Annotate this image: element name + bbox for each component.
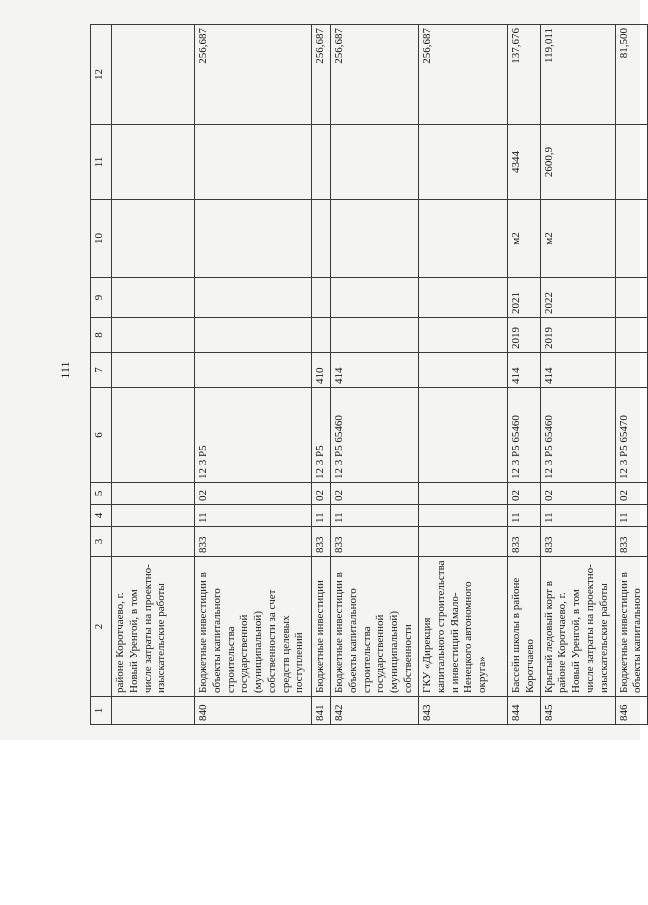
row-number: 844: [508, 697, 541, 725]
item-name: ГКУ «Дирекция капитального строительства и инвестиций Ямало-Ненецкого автономного округа»: [419, 557, 508, 697]
cell-amount: 256,687: [331, 25, 419, 125]
cell-target-article: 12 3 P5: [195, 388, 312, 483]
header-row: [91, 25, 112, 725]
blank-margin: [0, 740, 640, 905]
table-row: [615, 25, 648, 725]
row-number: 846: [615, 697, 648, 725]
cell-ministry: [112, 527, 195, 557]
cell-ministry: 833: [615, 527, 648, 557]
cell-ministry: 833: [508, 527, 541, 557]
cell-end-year: [419, 278, 508, 318]
cell-ministry: 833: [540, 527, 615, 557]
cell-section: 11: [195, 505, 312, 527]
cell-target-article: 12 3 P5 65460: [540, 388, 615, 483]
cell-subsection: [112, 483, 195, 505]
cell-unit: [312, 200, 331, 278]
cell-subsection: 02: [312, 483, 331, 505]
col-header: 5: [91, 483, 112, 505]
cell-subsection: [419, 483, 508, 505]
cell-target-article: [112, 388, 195, 483]
cell-expense-type: 414: [508, 353, 541, 388]
cell-capacity: [312, 125, 331, 200]
cell-subsection: 02: [540, 483, 615, 505]
table-frame: [90, 25, 644, 725]
item-name: Бюджетные инвестиции в объекты капитального строительства государственной (муниципальной) собственности: [331, 557, 419, 697]
col-header: 4: [91, 505, 112, 527]
cell-amount: 256,687: [195, 25, 312, 125]
table-row: [419, 25, 508, 725]
cell-amount: 137,676: [508, 25, 541, 125]
cell-subsection: 02: [615, 483, 648, 505]
cell-amount: 119,011: [540, 25, 615, 125]
cell-start-year: 2019: [508, 318, 541, 353]
col-header: 9: [91, 278, 112, 318]
item-name: районе Коротчаево, г. Новый Уренгой, в том числе затраты на проектно-изыскательские работы: [112, 557, 195, 697]
page-number: 111: [58, 361, 72, 379]
table-row: [540, 25, 615, 725]
col-header: 2: [91, 557, 112, 697]
col-header: 7: [91, 353, 112, 388]
cell-start-year: [195, 318, 312, 353]
col-header: 1: [91, 697, 112, 725]
cell-target-article: 12 3 P5: [312, 388, 331, 483]
cell-capacity: 2600,9: [540, 125, 615, 200]
col-header: 12: [91, 25, 112, 125]
cell-end-year: [615, 278, 648, 318]
col-header: 8: [91, 318, 112, 353]
cell-end-year: [195, 278, 312, 318]
cell-ministry: 833: [195, 527, 312, 557]
cell-ministry: 833: [312, 527, 331, 557]
item-name: Крытый ледовый корт в районе Коротчаево, г. Новый Уренгой, в том числе затраты на проектно-изыскательские работы: [540, 557, 615, 697]
cell-amount: [112, 25, 195, 125]
cell-expense-type: 410: [312, 353, 331, 388]
cell-unit: [112, 200, 195, 278]
cell-capacity: 4344: [508, 125, 541, 200]
col-header: 11: [91, 125, 112, 200]
table-row: [195, 25, 312, 725]
cell-ministry: [419, 527, 508, 557]
table-row: [508, 25, 541, 725]
table-row: [312, 25, 331, 725]
cell-section: 11: [312, 505, 331, 527]
cell-unit: м2: [540, 200, 615, 278]
item-name: Бюджетные инвестиции в объекты капитального строительства государственной (муниципальной) собственности за счет средств целевых поступлений: [195, 557, 312, 697]
cell-subsection: 02: [331, 483, 419, 505]
cell-end-year: 2022: [540, 278, 615, 318]
cell-expense-type: [195, 353, 312, 388]
row-number: 841: [312, 697, 331, 725]
cell-unit: [331, 200, 419, 278]
row-number: 843: [419, 697, 508, 725]
cell-start-year: [615, 318, 648, 353]
row-number: [112, 697, 195, 725]
cell-target-article: 12 3 P5 65460: [331, 388, 419, 483]
row-number: 840: [195, 697, 312, 725]
row-number: 845: [540, 697, 615, 725]
cell-capacity: [419, 125, 508, 200]
table-slot: [90, 25, 644, 725]
table-row: [112, 25, 195, 725]
cell-target-article: [419, 388, 508, 483]
cell-target-article: 12 3 P5 65470: [615, 388, 648, 483]
cell-start-year: [419, 318, 508, 353]
cell-amount: 81,500: [615, 25, 648, 125]
cell-section: [112, 505, 195, 527]
item-name: Бюджетные инвестиции в объекты капитального: [615, 557, 648, 697]
cell-section: [419, 505, 508, 527]
cell-capacity: [331, 125, 419, 200]
cell-capacity: [112, 125, 195, 200]
cell-expense-type: [419, 353, 508, 388]
cell-subsection: 02: [508, 483, 541, 505]
cell-target-article: 12 3 P5 65460: [508, 388, 541, 483]
row-number: 842: [331, 697, 419, 725]
cell-unit: [419, 200, 508, 278]
cell-capacity: [195, 125, 312, 200]
col-header: 10: [91, 200, 112, 278]
cell-expense-type: [615, 353, 648, 388]
cell-section: 11: [508, 505, 541, 527]
cell-end-year: [112, 278, 195, 318]
cell-start-year: [112, 318, 195, 353]
col-header: 6: [91, 388, 112, 483]
cell-unit: [195, 200, 312, 278]
cell-amount: 256,687: [419, 25, 508, 125]
cell-start-year: 2019: [540, 318, 615, 353]
item-name: Бюджетные инвестиции: [312, 557, 331, 697]
cell-capacity: [615, 125, 648, 200]
cell-section: 11: [615, 505, 648, 527]
cell-unit: [615, 200, 648, 278]
cell-ministry: 833: [331, 527, 419, 557]
cell-unit: м2: [508, 200, 541, 278]
cell-expense-type: 414: [331, 353, 419, 388]
cell-end-year: [312, 278, 331, 318]
cell-end-year: [331, 278, 419, 318]
cell-start-year: [312, 318, 331, 353]
cell-subsection: 02: [195, 483, 312, 505]
budget-table: [90, 24, 648, 725]
col-header: 3: [91, 527, 112, 557]
cell-end-year: 2021: [508, 278, 541, 318]
cell-section: 11: [540, 505, 615, 527]
cell-amount: 256,687: [312, 25, 331, 125]
table-row: [331, 25, 419, 725]
item-name: Бассейн школы в районе Коротчаево: [508, 557, 541, 697]
cell-expense-type: 414: [540, 353, 615, 388]
cell-start-year: [331, 318, 419, 353]
cell-section: 11: [331, 505, 419, 527]
cell-expense-type: [112, 353, 195, 388]
